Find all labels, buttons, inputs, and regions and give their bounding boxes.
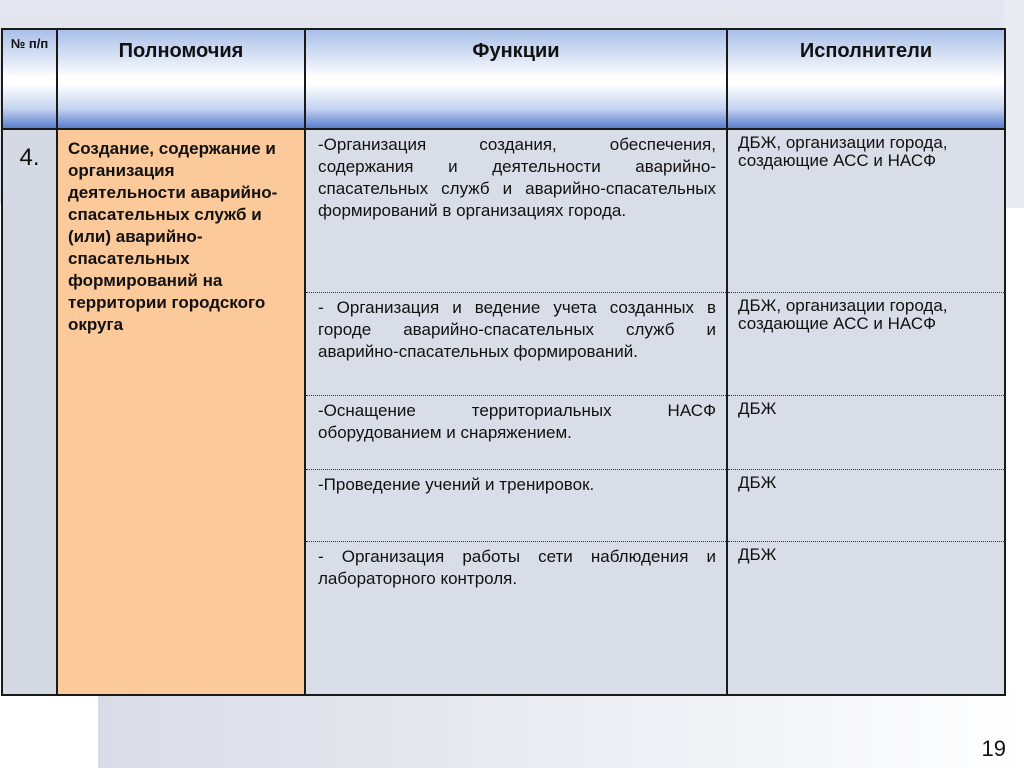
function-item: - Организация работы сети наблюдения и лабораторного контроля. bbox=[305, 541, 727, 695]
executor-item: ДБЖ bbox=[727, 541, 1005, 695]
function-item: -Проведение учений и тренировок. bbox=[305, 469, 727, 541]
header-num: № п/п bbox=[2, 29, 57, 129]
background-band-right bbox=[1004, 0, 1024, 208]
page-number: 19 bbox=[981, 736, 1006, 761]
executor-item: ДБЖ, организации города, создающие АСС и НАСФ bbox=[727, 129, 1005, 292]
function-item: -Оснащение территориальных НАСФ оборудованием и снаряжением. bbox=[305, 395, 727, 469]
executor-item: ДБЖ bbox=[727, 469, 1005, 541]
table-row bbox=[2, 129, 1005, 292]
header-executors: Исполнители bbox=[727, 29, 1005, 129]
function-item: -Организация создания, обеспечения, содержания и деятельности аварийно-спасательных служб и аварийно-спасательных формирований в организациях города. bbox=[305, 129, 727, 292]
powers-table bbox=[1, 28, 1006, 696]
row-number: 4. bbox=[2, 129, 57, 695]
function-item: - Организация и ведение учета созданных в городе аварийно-спасательных служб и аварийно-спасательных формирований. bbox=[305, 292, 727, 395]
power-description: Создание, содержание и организация деятельности аварийно-спасательных служб и (или) аварийно-спасательных формирований на территории городского округа bbox=[57, 129, 305, 695]
executor-item: ДБЖ, организации города, создающие АСС и НАСФ bbox=[727, 292, 1005, 395]
executor-item: ДБЖ bbox=[727, 395, 1005, 469]
header-row bbox=[2, 29, 1005, 129]
background-band-bottom bbox=[98, 684, 1024, 768]
header-functions: Функции bbox=[305, 29, 727, 129]
header-powers: Полномочия bbox=[57, 29, 305, 129]
